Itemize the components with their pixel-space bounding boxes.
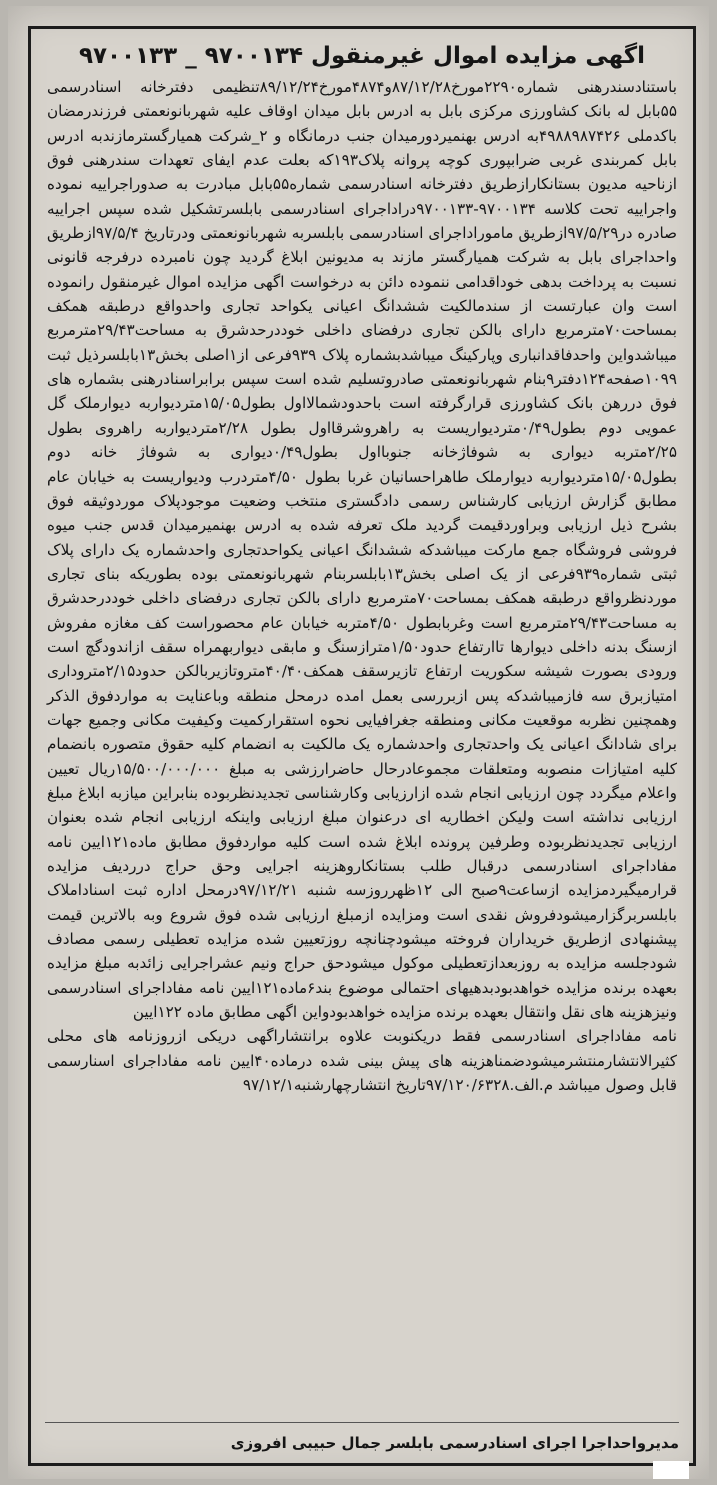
- notice-paragraph-main: باستنادسندرهنی شماره۲۲۹۰مورخ۸۷/۱۲/۲۸و۴۸۷۴مورخ۸۹/۱۲/۲۴تنظیمی دفترخانه اسنادرسمی ۵۵بابل له بانک کشاورزی مرکزی بابل به ادرس بابل میدان اوقاف علیه شهربانونعمتی فرزندرمضان باکدملی ۴۹۸۸۹۸۷۴۲۶به ادرس بهنمیردورمیدان جنب درمانگاه و ۲_شرکت همیارگسترمازندبه ادرس بابل کمربندی غربی ضرابپوری کوچه پروانه پلاک۱۹۳که بعلت عدم ایفای تعهدات سندرهنی فوق ازناحیه مدیون بستانکارازطریق دفترخانه اسنادرسمی شماره۵۵بابل مبادرت به صدوراجراییه نموده واجراییه تحت کلاسه ۹۷۰۰۱۳۴-۹۷۰۰۱۳۳دراداجرای اسنادرسمی بابلسرتشکیل شده سپس اجراییه صادره در۹۷/۵/۲۹ازطریق ماموراداجرای اسنادرسمی بابلسربه شهربانونعمتی ودرتاریخ ۹۷/۵/۴ازطریق واحداجرای بابل به شرکت همیارگستر مازند به مدیونین ابلاغ گردید چون نامبرده درفرجه قانونی نسبت به پرداخت بدهی خوداقدامی ننموده دائن به درخواست اگهی مزایده اموال غیرمنقول رانموده است وان عبارتست از سندمالکیت ششدانگ اعیانی یکواحد تجاری واحدواقع درطبقه همکف بمساحت۷۰مترمربع دارای بالکن تجاری درفضای داخلی خوددرحدشرق به مساحت۲۹/۴۳مترمربع میباشدواین واحدفاقدانباری وپارکینگ میباشدبشماره پلاک ۹۳۹فرعی از۱اصلی بخش۱۳بابلسرذیل ثبت ۱۰۹۹صفحه۱۲۴دفتر۹بنام شهربانونعمتی صادروتسلیم شده است سپس برابراسنادرهنی بشماره های فوق دررهن بانک کشاورزی قرارگرفته است باحدودشمالااول بطول۱۵/۰۵متردیواربه دیوارملک گل عمویی دوم بطول۰/۴۹متردیواریست به راهروشرقااول بطول ۲/۲۸متردیواربه راهروی بطول ۲/۲۵متربه دیواری به شوفاژخانه جنوبااول بطول۰/۴۹دیواری به شوفاژ خانه دوم بطول۱۵/۰۵متردیواربه دیوارملک طاهراحسانیان غربا بطول ۴/۵۰متردرب ودیواریست به خیابان عام مطابق گزارش ارزیابی کارشناس رسمی دادگستری منتخب وضعیت موجودپلاک موردوثیقه فوق بشرح ذیل ارزیابی وبراوردقیمت گردید ملک تعرفه شده به ادرس بهنمیرمیدان قدس جنب میوه فروشی فروشگاه جمع مارکت میباشدکه ششدانگ اعیانی یکواحدتجاری واحدشماره یک دارای پلاک ثبتی شماره۹۳۹فرعی از یک اصلی بخش۱۳بابلسربنام شهربانونعمتی بوده بطوریکه بنای تجاری موردنظرواقع درطبقه همکف بمساحت۷۰مترمربع دارای بالکن تجاری درفضای داخلی خوددرحدشرق به مساحت۲۹/۴۳مترمربع است وغربابطول ۴/۵۰متربه خیابان عام محصوراست کف مغازه مفروش ازسنگ بدنه داخلی دیوارها تاارتفاع حدود۱/۵۰مترازسنگ و مابقی دیواربهمراه سقف ازاندودگچ است ورودی بصورت شیشه سکوریت ارتفاع تازیرسقف همکف۴۰/۴۰متروتازیربالکن حدود۲/۱۵متروداری امتیازبرق سه فازمیباشدکه پس ازبررسی بعمل امده درمحل منطقه وباعنایت به مواردفوق الذکر وهمچنین نظربه موقعیت مکانی ومنطقه جغرافیایی نحوه استقرارکمیت وکیفیت مکانی وجمیع جهات برای شادانگ اعیانی یک واحدتجاری واحدشماره یک مالکیت به انضمام کلیه حقوق متصوره بانضمام کلیه امتیازات منصوبه ومتعلقات مجموعادرحال حاضرارزشی به مبلغ ۱۵/۵۰۰/۰۰۰/۰۰۰ریال تعیین واعلام میگردد چون ارزیابی انجام شده ازارزیابی وکارشناسی تجدیدنظربوده بنابراین میازبه ابلاغ مبلغ ارزیابی نداشته است ولیکن اخطاریه ای درعنوان مبلغ ارزیابی واینکه ارزیابی انجام شده بعنوان ارزیابی تجدیدنظربوده وطرفین پرونده ابلاغ شده است کلیه مواردفوق مطابق ماده۱۲۱ایین نامه مفاداجرای اسنادرسمی درقبال طلب بستانکاروهزینه اجرایی وحق حراج درردیف مزایده قرارمیگیردمزایده ازساعت۹صبح الی ۱۲ظهرروزسه شنبه ۹۷/۱۲/۲۱درمحل اداره ثبت اسناداملاک بابلسربرگزارمیشودفروش نقدی است ومزایده ازمبلغ ارزیابی شده فوق شروع وبه بالاترین قیمت پیشنهادی ازطریق خریداران فروخته میشودچنانچه روزتعیین شده مزایده تعطیلی رسمی مصادف شودجلسه مزایده به روزبعدازتعطیلی موکول میشودحق حراج ونیم عشراجرایی زائدبه مبلغ مزایده بعهده برنده مزایده خواهدبودبدهیهای احتمالی موضوع بند۶ماده۱۲۱ایین نامه مفاداجرای اسنادرسمی ونیزهزینه های نقل وانتقال بعهده برنده مزایده خواهدبودواین اگهی مطابق ماده ۱۲۲ایین: [47, 78, 678, 1022]
- auction-notice: [28, 26, 696, 1466]
- paper-corner: [653, 1461, 689, 1479]
- footer-divider: [45, 1422, 679, 1423]
- notice-body: [47, 75, 677, 1097]
- notice-title: اگهی مزایده اموال غیرمنقول ۹۷۰۰۱۳۴ _ ۹۷۰۰۱۳۳: [78, 43, 646, 69]
- notice-paragraph-closing: نامه مفاداجرای اسنادرسمی فقط دریکنوبت علاوه برانتشاراگهی دریکی ازروزنامه های محلی کثیرالانتشارمنتشرمیشودضمناهزینه های پیش بینی شده درماده۴۰ایین نامه مفاداجرای اسنارسمی قابل وصول میباشد م.الف.۹۷/۱۲۰/۶۳۲۸تاریخ انتشارچهارشنبه۹۷/۱۲/۱: [47, 1027, 677, 1095]
- newspaper-page: [8, 6, 709, 1479]
- notice-signature: مدیرواحداجرا اجرای اسنادرسمی بابلسر جمال حبیبی افروزی: [230, 1434, 679, 1452]
